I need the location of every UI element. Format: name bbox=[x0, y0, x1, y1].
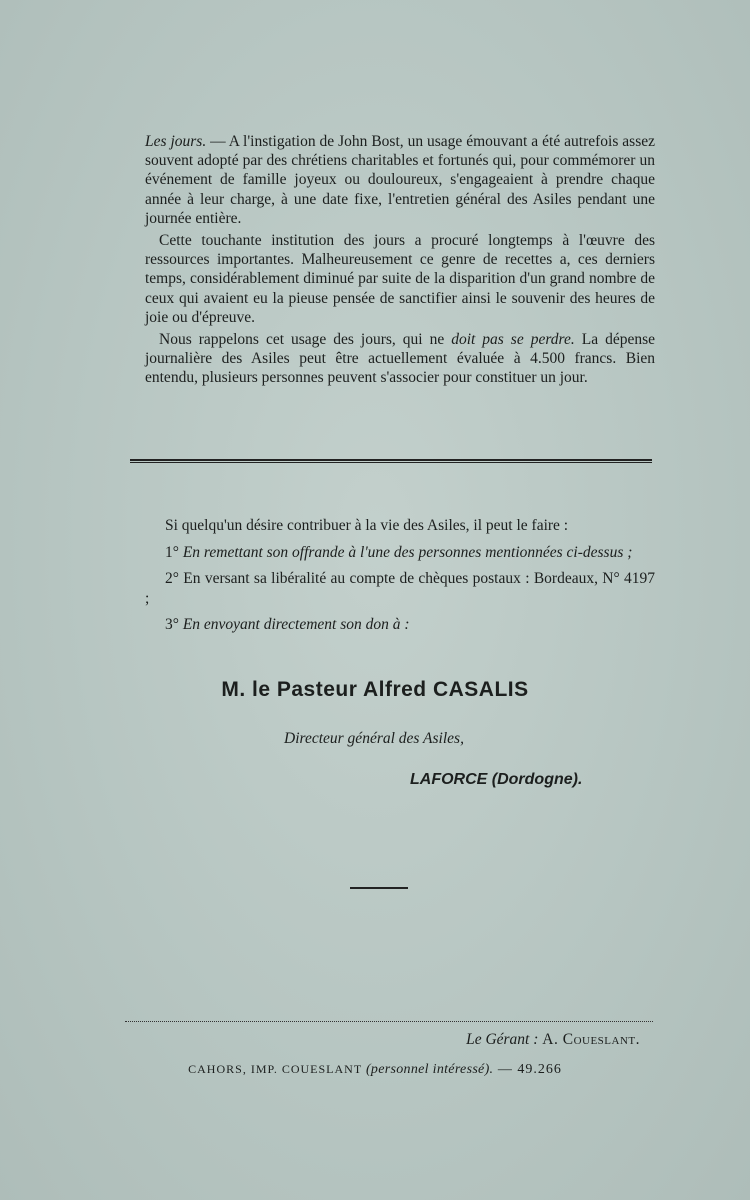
list-item bbox=[145, 615, 655, 635]
section-jours bbox=[145, 132, 655, 388]
paragraph-text: — A l'instigation de John Bost, un usage émouvant a été autrefois assez souvent adopté par des chrétiens charitables et fortunés qui, pour commémorer un événement de famille joyeux ou douloureux, s'engageaient à prendre chaque année à leur charge, à une date fixe, l'entretien général des Asiles pendant une journée entière. bbox=[145, 133, 656, 227]
imprint-text: CAHORS, IMP. COUESLANT bbox=[188, 1062, 366, 1076]
signatory-name: M. le Pasteur Alfred CASALIS bbox=[221, 678, 529, 701]
gerant-line bbox=[466, 1031, 640, 1049]
imprint-number: — 49.266 bbox=[493, 1062, 562, 1077]
gerant-name: A. Coueslant. bbox=[542, 1031, 640, 1048]
section-divider bbox=[130, 459, 652, 463]
signatory-title: Directeur général des Asiles, bbox=[284, 730, 464, 747]
paragraph-jours-1 bbox=[145, 132, 655, 228]
list-text: En envoyant directement son don à : bbox=[182, 616, 410, 633]
contribution-intro: Si quelqu'un désire contribuer à la vie des Asiles, il peut le faire : bbox=[165, 517, 569, 534]
gerant-label: Le Gérant : bbox=[466, 1031, 539, 1048]
list-text: En versant sa libéralité au compte de chèques postaux : Bordeaux, N° 4197 ; bbox=[145, 570, 655, 607]
emphasis-text: doit pas se perdre. bbox=[451, 331, 575, 349]
short-divider bbox=[350, 887, 408, 889]
list-text: En remettant son offrande à l'une des personnes mentionnées ci-dessus ; bbox=[182, 543, 633, 561]
paragraph-jours-2: Cette touchante institution des jours a procuré longtemps à l'œuvre des ressources importantes. Malheureusement ce genre de recettes a, ces derniers temps, considérablement diminué par suite de la disparition d'un grand nombre de ceux qui avaient eu la pieuse pensée de sanctifier ainsi le souvenir des heures de joie ou d'épreuve. bbox=[145, 232, 655, 326]
printer-imprint bbox=[0, 1062, 750, 1078]
list-item bbox=[145, 543, 655, 563]
list-number: 3° bbox=[165, 616, 179, 633]
list-item bbox=[145, 569, 655, 608]
list-number: 1° bbox=[165, 543, 179, 561]
imprint-italic: (personnel intéressé). bbox=[365, 1062, 494, 1077]
signatory-place: LAFORCE (Dordogne). bbox=[410, 771, 583, 788]
dotted-divider bbox=[125, 1021, 653, 1022]
contribution-section bbox=[145, 516, 655, 635]
section-heading: Les jours. bbox=[145, 133, 207, 150]
list-number: 2° bbox=[165, 570, 179, 587]
paragraph-text: Nous rappelons cet usage des jours, qui ne bbox=[159, 331, 452, 349]
paragraph-jours-3 bbox=[145, 330, 655, 388]
paragraph-text: La dépense journalière des Asiles peut être actuellement évaluée à 4.500 francs. Bien entendu, plusieurs personnes peuvent s'associer pour constituer un jour. bbox=[145, 331, 655, 387]
